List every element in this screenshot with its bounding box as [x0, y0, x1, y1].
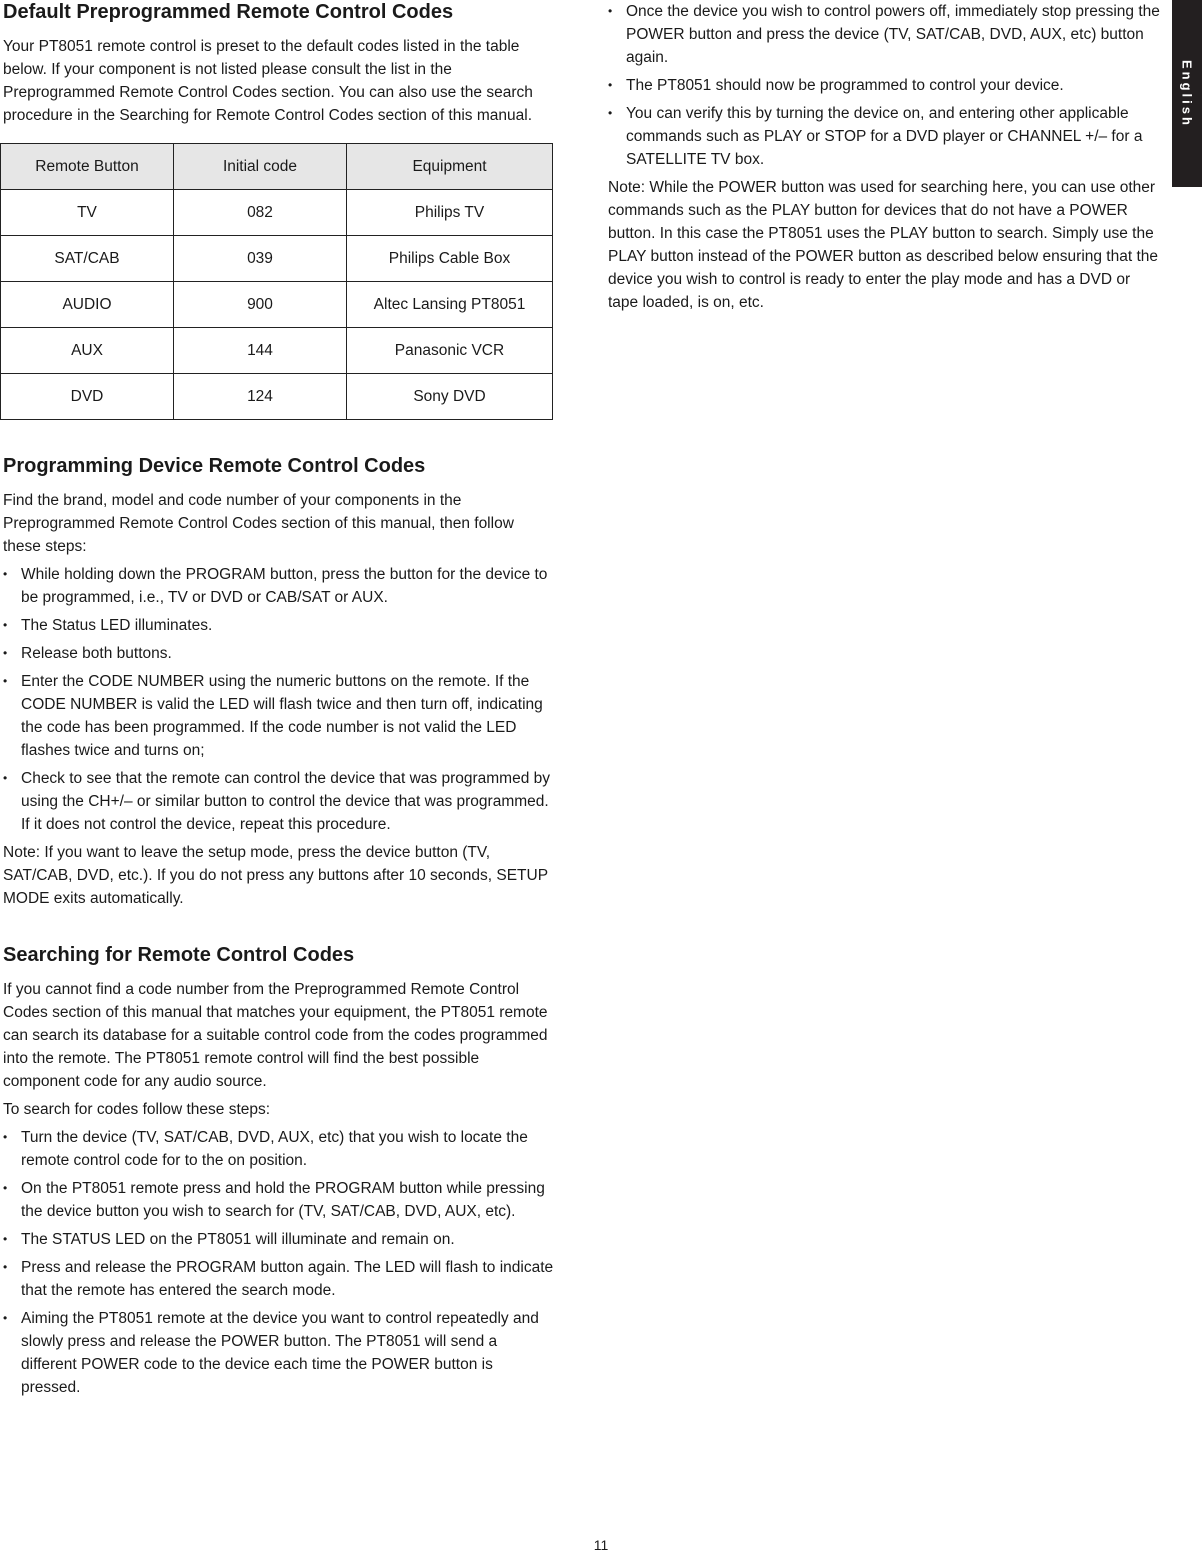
table-row [1, 328, 553, 374]
language-tab [1172, 0, 1202, 187]
table-cell: SAT/CAB [1, 236, 174, 282]
default-codes-table [0, 143, 553, 420]
table-cell: 144 [174, 328, 347, 374]
programming-note: Note: If you want to leave the setup mode, press the device button (TV, SAT/CAB, DVD, etc.). If you do not press any buttons after 10 seconds, SETUP MODE exits automatically. [3, 844, 548, 907]
table-cell: 124 [174, 374, 347, 420]
table-header: Remote Button [1, 144, 174, 190]
language-tab-label: English [1179, 59, 1195, 128]
list-item: • You can verify this by turning the device on, and entering other applicable commands such as PLAY or STOP for a DVD player or CHANNEL +/– for a SATELLITE TV box. [608, 102, 1160, 171]
list-item: • Press and release the PROGRAM button again. The LED will flash to indicate that the remote has entered the search mode. [3, 1256, 554, 1302]
table-header-row [1, 144, 553, 190]
table-cell: DVD [1, 374, 174, 420]
list-item: • Turn the device (TV, SAT/CAB, DVD, AUX, etc) that you wish to locate the remote control code for to the on position. [3, 1126, 554, 1172]
default-codes-intro: Your PT8051 remote control is preset to the default codes listed in the table below. If your component is not listed please consult the list in the Preprogrammed Remote Control Codes section. You can also use the search procedure in the Searching for Remote Control Codes section of this manual. [3, 38, 533, 124]
programming-steps [3, 563, 554, 836]
table-cell: 900 [174, 282, 347, 328]
table-cell: AUDIO [1, 282, 174, 328]
list-item: • Aiming the PT8051 remote at the device you want to control repeatedly and slowly press and release the POWER button. The PT8051 will send a different POWER code to the device each time the POWER button is pressed. [3, 1307, 554, 1399]
table-row [1, 374, 553, 420]
table-cell: Altec Lansing PT8051 [347, 282, 553, 328]
searching-lead: To search for codes follow these steps: [3, 1101, 271, 1118]
table-cell: Philips Cable Box [347, 236, 553, 282]
table-row [1, 236, 553, 282]
list-item: • Check to see that the remote can control the device that was programmed by using the CH+/– or similar button to control the device that was programmed. If it does not control the device, repeat this procedure. [3, 767, 554, 836]
section-title-searching: Searching for Remote Control Codes [3, 944, 355, 966]
table-header: Equipment [347, 144, 553, 190]
list-item: • On the PT8051 remote press and hold the PROGRAM button while pressing the device button you wish to search for (TV, SAT/CAB, DVD, AUX, etc). [3, 1177, 554, 1223]
table-row [1, 190, 553, 236]
list-item: • Once the device you wish to control powers off, immediately stop pressing the POWER button and press the device (TV, SAT/CAB, DVD, AUX, etc) button again. [608, 0, 1160, 69]
table-cell: AUX [1, 328, 174, 374]
list-item: • The PT8051 should now be programmed to control your device. [608, 74, 1160, 97]
table-cell: 039 [174, 236, 347, 282]
left-column [3, 0, 554, 1404]
list-item: • While holding down the PROGRAM button, press the button for the device to be programmed, i.e., TV or DVD or CAB/SAT or AUX. [3, 563, 554, 609]
list-item: • Release both buttons. [3, 642, 554, 665]
searching-intro: If you cannot find a code number from the Preprogrammed Remote Control Codes section of this manual that matches your equipment, the PT8051 remote can search its database for a suitable control code from the codes programmed into the remote. The PT8051 remote control will find the best possible component code for any audio source. [3, 981, 548, 1090]
section-title-programming: Programming Device Remote Control Codes [3, 455, 426, 477]
table-cell: 082 [174, 190, 347, 236]
right-column [608, 0, 1160, 314]
list-item: • The STATUS LED on the PT8051 will illuminate and remain on. [3, 1228, 554, 1251]
table-cell: TV [1, 190, 174, 236]
page-number: 11 [593, 1537, 609, 1553]
searching-steps [3, 1126, 554, 1399]
table-cell: Philips TV [347, 190, 553, 236]
table-row [1, 282, 553, 328]
section-title-default-codes: Default Preprogrammed Remote Control Codes [3, 1, 454, 23]
table-header: Initial code [174, 144, 347, 190]
searching-steps-continued [608, 0, 1160, 171]
searching-note: Note: While the POWER button was used for searching here, you can use other commands such as the PLAY button for devices that do not have a POWER button. In this case the PT8051 uses the PLAY button to search. Simply use the PLAY button instead of the POWER button as described below ensuring that the device you wish to control is ready to enter the play mode and has a DVD or tape loaded, is on, etc. [608, 179, 1159, 311]
table-cell: Sony DVD [347, 374, 553, 420]
list-item: • Enter the CODE NUMBER using the numeric buttons on the remote. If the CODE NUMBER is valid the LED will flash twice and then turn off, indicating the code has been programmed. If the code number is not valid the LED flashes twice and turns on; [3, 670, 554, 762]
programming-intro: Find the brand, model and code number of your components in the Preprogrammed Remote Control Codes section of this manual, then follow these steps: [3, 492, 514, 555]
table-cell: Panasonic VCR [347, 328, 553, 374]
list-item: • The Status LED illuminates. [3, 614, 554, 637]
